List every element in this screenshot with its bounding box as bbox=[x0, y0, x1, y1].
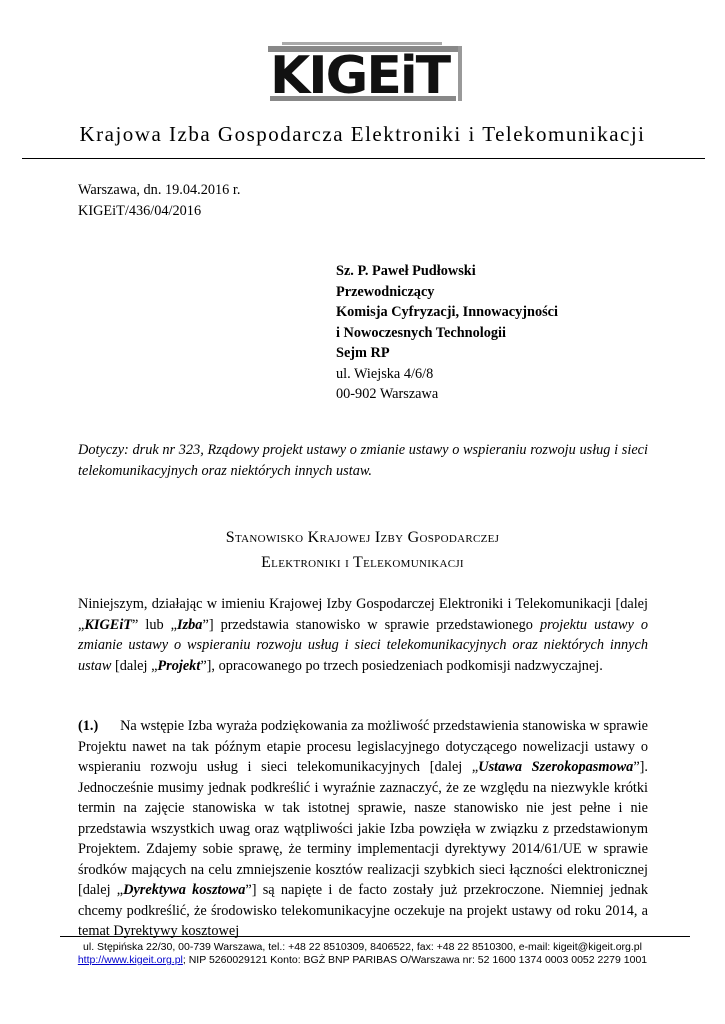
text-run: ”], opracowanego po trzech posiedzeniach podkomisji nadzwyczajnej. bbox=[200, 657, 603, 674]
footer-contact: ul. Stępińska 22/30, 00-739 Warszawa, tel.: +48 22 8510309, 8406522, fax: +48 22 8510300, e-mail: kigeit@kigeit.org.pl bbox=[83, 941, 642, 953]
text-run: ”] są napięte i de facto zostały już przekroczone. Niemniej jednak chcemy podkreślić, że środowisko telekomunikacyjne oczekuje na projekt ustawy od roku 2014, a temat Dyrektywy kosztowej bbox=[78, 882, 648, 939]
kigeit-logo bbox=[0, 40, 725, 110]
term-kigeit: KIGEiT bbox=[84, 616, 133, 633]
recipient-address bbox=[336, 261, 558, 405]
term-izba: Izba bbox=[177, 616, 203, 633]
header-divider bbox=[22, 158, 705, 159]
recipient-street: ul. Wiejska 4/6/8 bbox=[336, 365, 434, 382]
document-heading bbox=[0, 525, 725, 575]
letter-subject: Dotyczy: druk nr 323, Rządowy projekt ustawy o zmianie ustawy o wspieraniu rozwoju usług i sieci telekomunikacyjnych oraz niektórych innych ustaw. bbox=[78, 442, 648, 479]
term-ustawa-szerokopasmowa: Ustawa Szerokopasmowa bbox=[478, 759, 634, 775]
heading-line-1: Stanowisko Krajowej Izby Gospodarczej bbox=[225, 529, 500, 546]
text-run: Niniejszym, działając w imieniu Krajowej Izby Gospodarczej Elektroniki i Telekomunikacji [dalej „ bbox=[78, 596, 648, 633]
text-run: ” lub „ bbox=[132, 616, 178, 633]
letter-reference: KIGEiT/436/04/2016 bbox=[78, 202, 202, 219]
logo-text: KIGEiT bbox=[270, 46, 450, 106]
recipient-city: 00-902 Warszawa bbox=[336, 386, 439, 402]
point-number: (1.) bbox=[78, 718, 99, 734]
footer-bank-info: ; NIP 5260029121 Konto: BGŻ BNP PARIBAS O/Warszawa nr: 52 1600 1374 0003 0052 2279 1001 bbox=[182, 954, 648, 966]
term-projekt: Projekt bbox=[157, 657, 201, 674]
recipient-title: Przewodniczący bbox=[336, 283, 435, 300]
intro-paragraph bbox=[78, 594, 648, 676]
recipient-institution: Sejm RP bbox=[336, 345, 390, 361]
footer-divider bbox=[60, 936, 690, 937]
text-run: ”]. Jednocześnie musimy jednak podkreślić i wyraźnie zaznaczyć, że ze względu na niezwykle krótki termin na zajęcie stanowiska w tak istotnej sprawie, nasze stanowisko nie jest pełne i nie przedstawia wszystkich uwag oraz wątpliwości jakie Izba powzięła w związku z przedstawionym Projektem. Zdajemy sobie sprawę, że terminy implementacji dyrektywy 2014/61/UE w sprawie środków mających na celu zmniejszenie kosztów realizacji szybkich sieci łączności elektronicznej [dalej „ bbox=[78, 759, 649, 898]
text-run: [dalej „ bbox=[111, 657, 158, 674]
point-1-paragraph bbox=[78, 716, 648, 942]
website-link[interactable]: http://www.kigeit.org.pl bbox=[77, 954, 183, 966]
page-footer bbox=[0, 941, 725, 967]
organization-name: Krajowa Izba Gospodarcza Elektroniki i Telekomunikacji bbox=[79, 122, 646, 146]
heading-line-2: Elektroniki i Telekomunikacji bbox=[261, 554, 464, 571]
recipient-name: Sz. P. Paweł Pudłowski bbox=[336, 263, 476, 279]
letter-date: Warszawa, dn. 19.04.2016 r. bbox=[78, 182, 241, 198]
project-title: projektu ustawy o zmianie ustawy o wspieraniu rozwoju usług i sieci telekomunikacyjnych oraz niektórych innych ustaw bbox=[78, 616, 648, 674]
letter-meta bbox=[78, 180, 240, 221]
text-run: ”] przedstawia stanowisko w sprawie przedstawionego bbox=[202, 616, 540, 633]
recipient-committee: Komisja Cyfryzacji, Innowacyjności bbox=[336, 304, 558, 320]
term-dyrektywa-kosztowa: Dyrektywa kosztowa bbox=[123, 882, 246, 898]
text-run: Na wstępie Izba wyraża podziękowania za możliwość przedstawienia stanowiska w sprawie Projektu nawet na tak późnym etapie procesu legislacyjnego dotyczącego nowelizacji ustawy o wspieraniu rozwoju usług i sieci telekomunikacyjnych [dalej „ bbox=[78, 718, 648, 775]
footer-registration bbox=[0, 954, 725, 967]
recipient-committee-cont: i Nowoczesnych Technologii bbox=[336, 324, 506, 341]
